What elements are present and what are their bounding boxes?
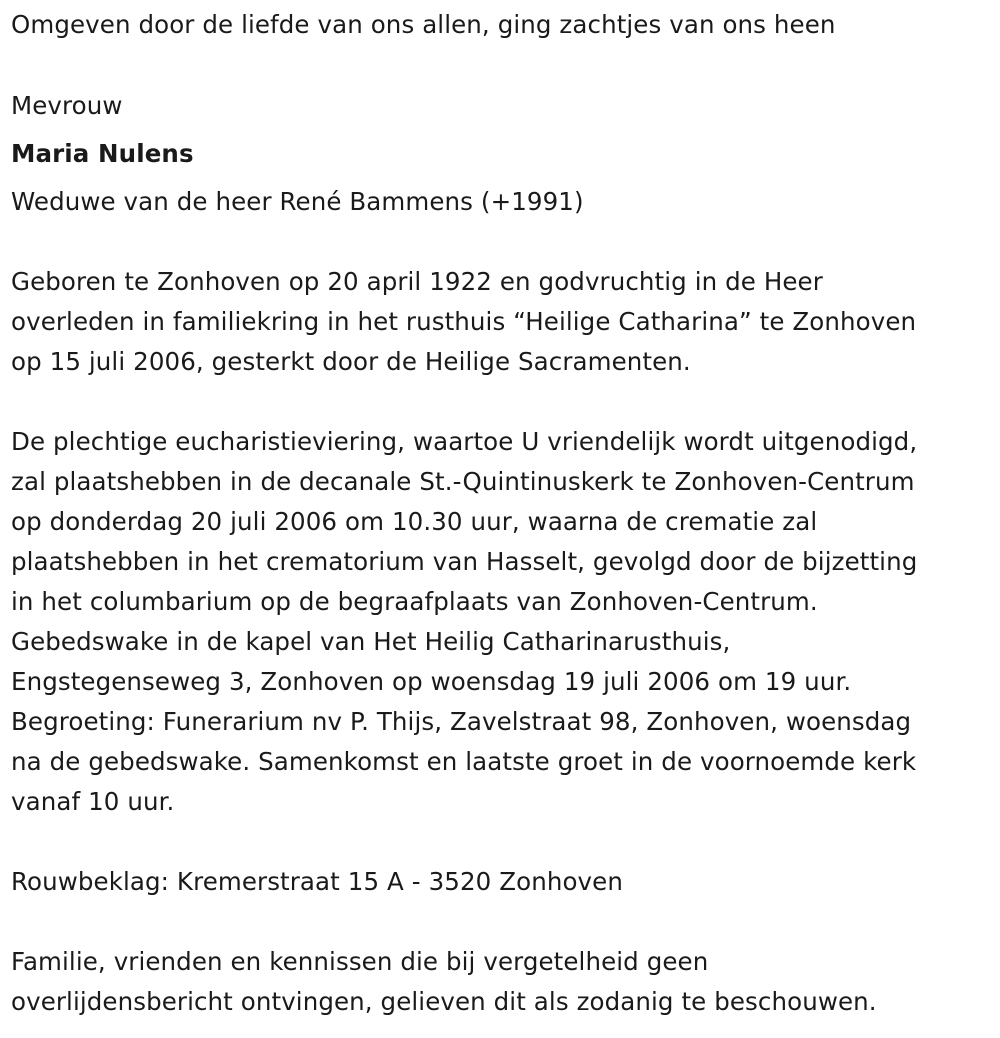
ceremony-line: vanaf 10 uur. [11, 787, 175, 816]
condolence-address: Rouwbeklag: Kremerstraat 15 A - 3520 Zonhoven [11, 867, 623, 896]
birth-death-line: op 15 juli 2006, gesterkt door de Heilige Sacramenten. [11, 347, 691, 376]
ceremony-line: plaatshebben in het crematorium van Hasselt, gevolgd door de bijzetting [11, 547, 918, 576]
ceremony-line: na de gebedswake. Samenkomst en laatste groet in de voornoemde kerk [11, 747, 917, 776]
ceremony-line: Begroeting: Funerarium nv P. Thijs, Zavelstraat 98, Zonhoven, woensdag [11, 707, 912, 736]
ceremony-line: zal plaatshebben in de decanale St.-Quintinuskerk te Zonhoven-Centrum [11, 467, 915, 496]
ceremony-line: Gebedswake in de kapel van Het Heilig Catharinarusthuis, [11, 627, 731, 656]
intro-line: Omgeven door de liefde van ons allen, ging zachtjes van ons heen [11, 10, 836, 39]
ceremony-line: in het columbarium op de begraafplaats van Zonhoven-Centrum. [11, 587, 818, 616]
birth-death-line: overleden in familiekring in het rusthuis “Heilige Catharina” te Zonhoven [11, 307, 917, 336]
ceremony-line: op donderdag 20 juli 2006 om 10.30 uur, waarna de crematie zal [11, 507, 818, 536]
closing-line: Familie, vrienden en kennissen die bij vergetelheid geen [11, 947, 709, 976]
ceremony-line: Engstegenseweg 3, Zonhoven op woensdag 19 juli 2006 om 19 uur. [11, 667, 852, 696]
ceremony-line: De plechtige eucharistieviering, waartoe U vriendelijk wordt uitgenodigd, [11, 427, 918, 456]
salutation: Mevrouw [11, 91, 123, 120]
closing-line: overlijdensbericht ontvingen, gelieven dit als zodanig te beschouwen. [11, 987, 877, 1016]
deceased-name: Maria Nulens [11, 139, 194, 168]
birth-death-line: Geboren te Zonhoven op 20 april 1922 en godvruchtig in de Heer [11, 267, 823, 296]
spouse-line: Weduwe van de heer René Bammens (+1991) [11, 187, 584, 216]
